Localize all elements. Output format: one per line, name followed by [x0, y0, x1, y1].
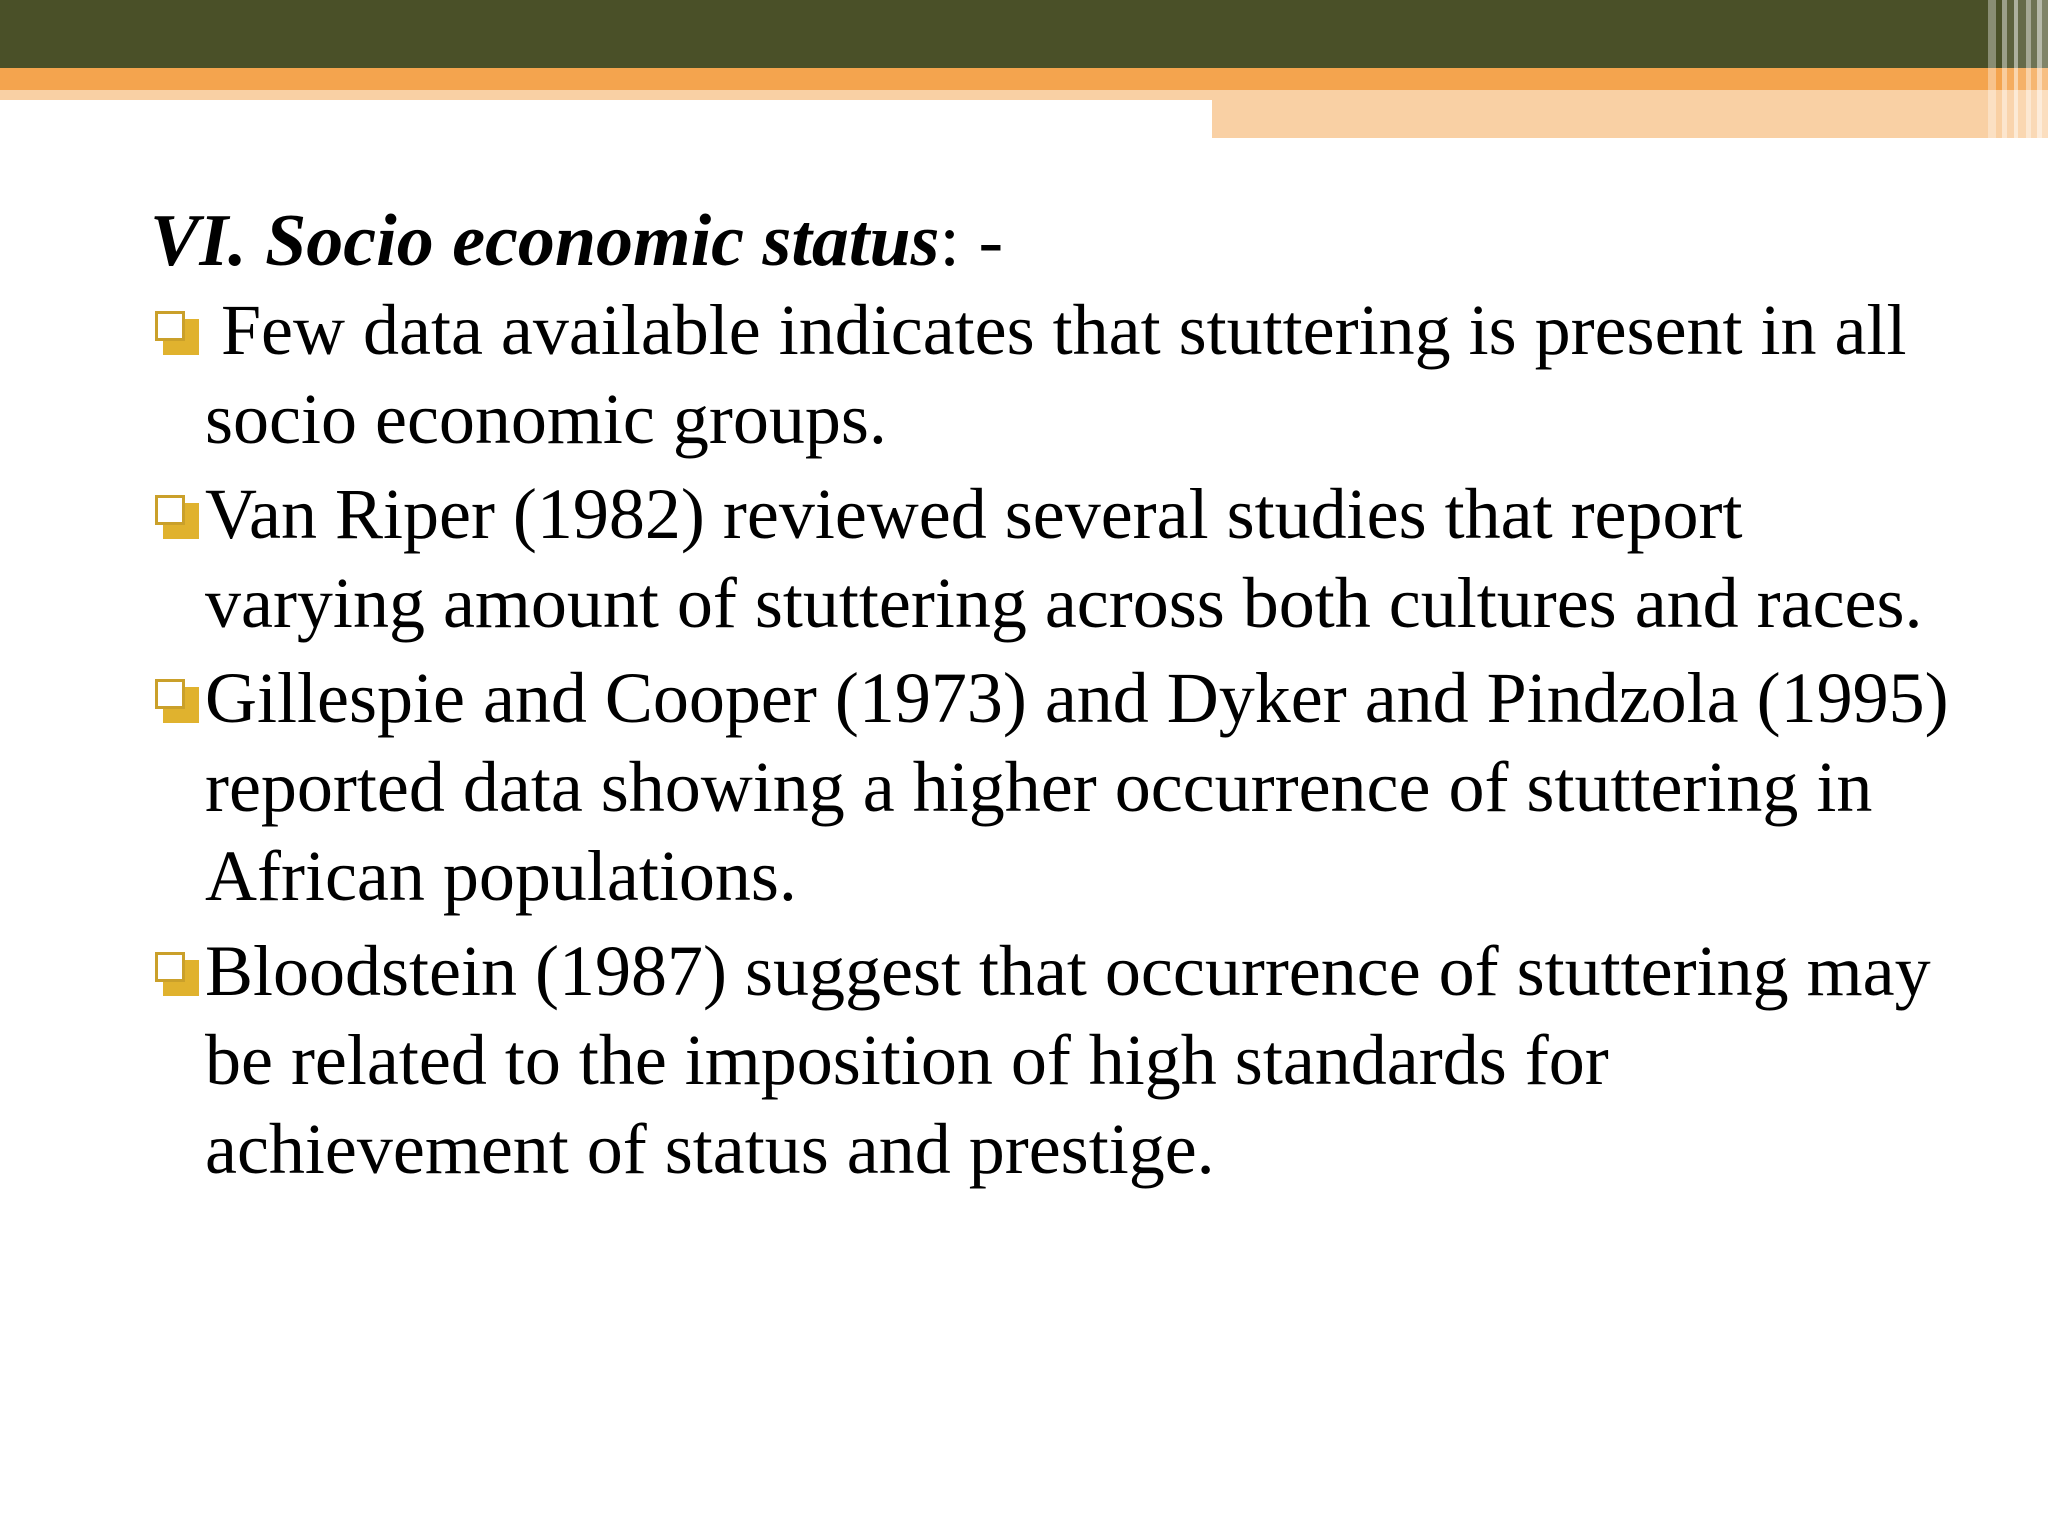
header-band-light-right	[1212, 90, 2048, 138]
bullet-list	[150, 286, 1950, 1194]
header-stripes-decoration	[1988, 0, 2048, 138]
square-bullet-icon	[155, 311, 199, 355]
bullet-text: Van Riper (1982) reviewed several studies that report varying amount of stuttering across both cultures and races.	[205, 474, 1923, 643]
header-band-dark	[0, 0, 2048, 68]
slide-body	[150, 198, 1950, 1194]
square-bullet-icon	[155, 679, 199, 723]
bullet-text: Few data available indicates that stuttering is present in all socio economic groups.	[205, 290, 1907, 459]
bullet-text: Gillespie and Cooper (1973) and Dyker and Pindzola (1995) reported data showing a higher occurrence of stuttering in African populations.	[205, 658, 1949, 916]
slide-heading	[150, 198, 1950, 284]
bullet-text: Bloodstein (1987) suggest that occurrence of stuttering may be related to the imposition of high standards for achievement of status and prestige.	[205, 931, 1931, 1189]
bullet-item	[150, 470, 1950, 648]
bullet-item	[150, 927, 1950, 1194]
header-band-orange	[0, 68, 2048, 90]
header-band-light-left	[0, 90, 1212, 100]
bullet-item	[150, 654, 1950, 921]
heading-title: VI. Socio economic status	[150, 200, 940, 282]
square-bullet-icon	[155, 952, 199, 996]
heading-suffix: : -	[939, 200, 1004, 282]
bullet-item	[150, 286, 1950, 464]
square-bullet-icon	[155, 495, 199, 539]
